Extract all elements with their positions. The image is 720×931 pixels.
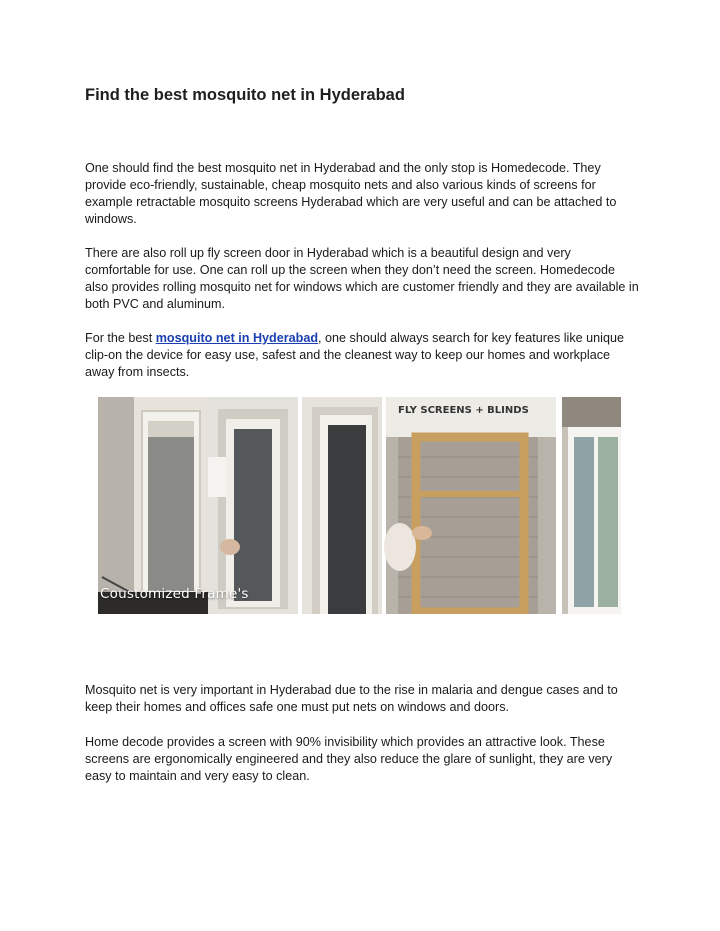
sign-text: FLY SCREENS + BLINDS (398, 405, 529, 416)
paragraph-key-features (85, 330, 640, 381)
paragraph-text-after-link: , one should always search for key features like unique clip-on the device for easy use, safest and the cleanest way to keep our homes and workplace away from insects. (85, 331, 624, 379)
panel-white-window (562, 397, 621, 614)
panel-door (302, 397, 386, 614)
mosquito-screens-photo (98, 397, 621, 614)
paragraph-intro: One should find the best mosquito net in Hyderabad and the only stop is Homedecode. They provide eco-friendly, sustainable, cheap mosquito nets and also various kinds of screens for example retractable mosquito screens Hyderabad which are very useful and can be attached to windows. (85, 161, 617, 226)
photo-collage (98, 397, 621, 614)
photo-caption: Coustomized Frame's (100, 586, 249, 602)
page-title: Find the best mosquito net in Hyderabad (85, 86, 405, 104)
panel-brick-frame (384, 397, 562, 614)
panel-corner-window (98, 397, 208, 614)
paragraph-importance: Mosquito net is very important in Hyderabad due to the rise in malaria and dengue cases and to keep their homes and offices safe one must put nets on windows and doors. (85, 683, 618, 714)
panel-tall-window (208, 397, 302, 614)
paragraph-roll-up-screens: There are also roll up fly screen door in Hyderabad which is a beautiful design and very comfortable for use. One can roll up the screen when they don’t need the screen. Homedecode also provides rolling mosquito net for windows which are customer friendly and they are available in both PVC and aluminum. (85, 246, 639, 311)
mosquito-net-link[interactable]: mosquito net in Hyderabad (155, 331, 319, 345)
paragraph-text-before-link: For the best (85, 331, 156, 345)
paragraph-invisibility: Home decode provides a screen with 90% invisibility which provides an attractive look. These screens are ergonomically engineered and they also reduce the glare of sunlight, they are very easy to maintain and very easy to clean. (85, 735, 613, 783)
